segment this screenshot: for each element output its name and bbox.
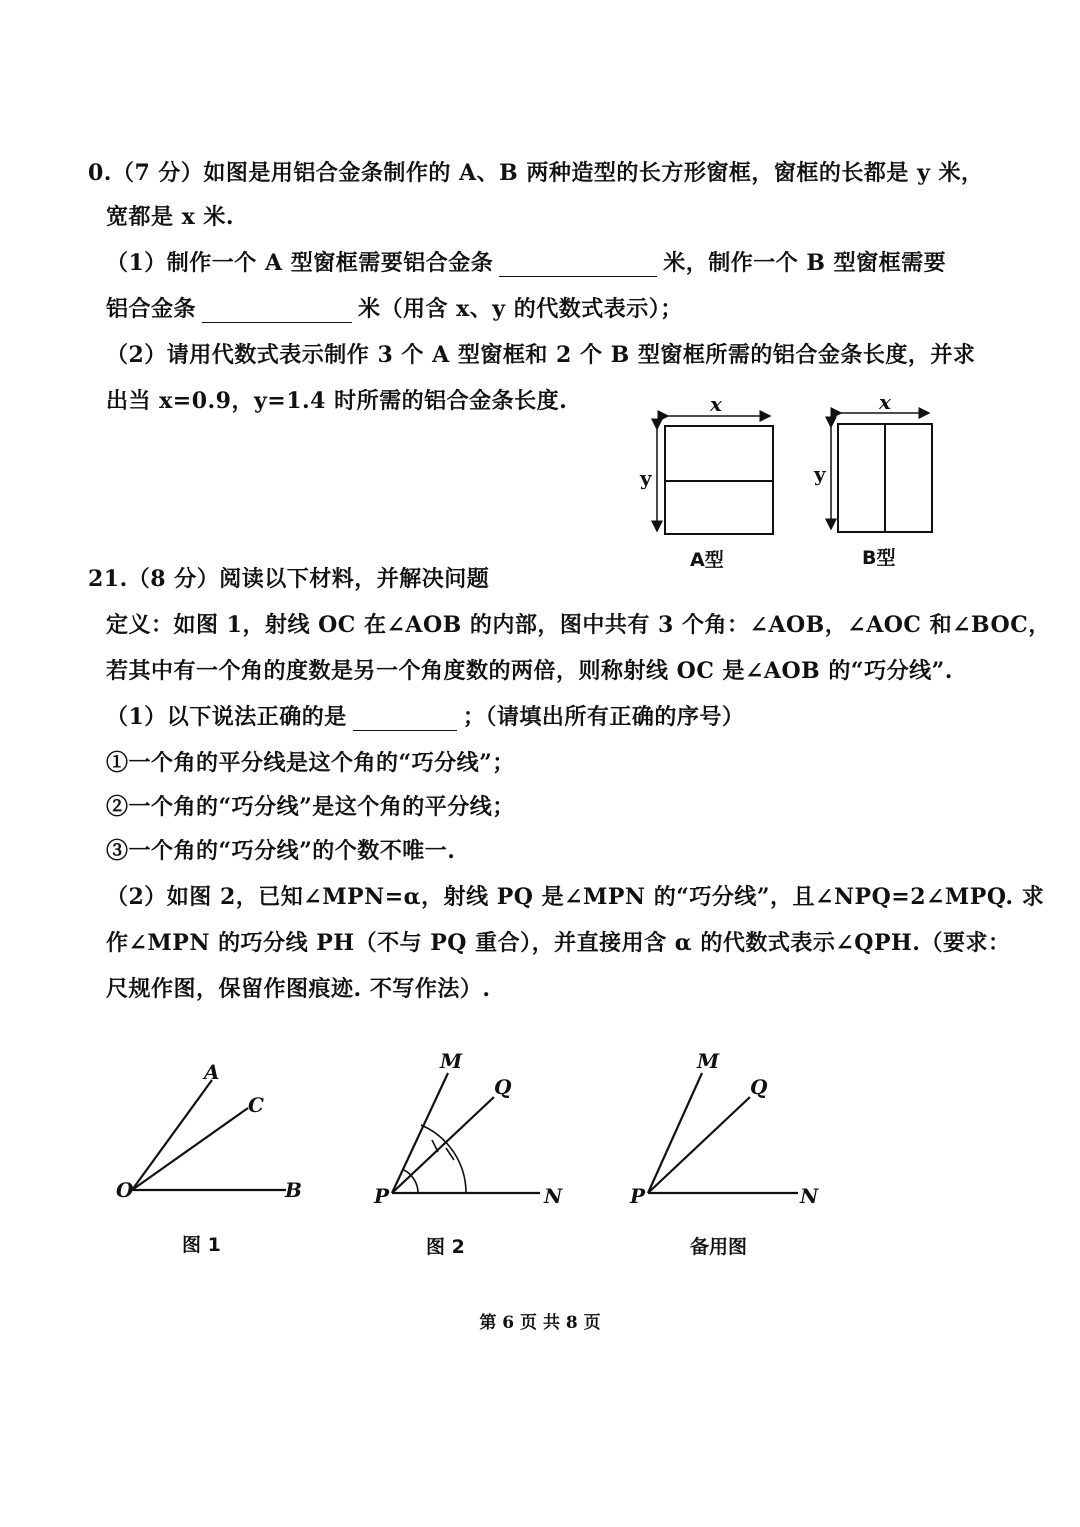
fig2-arc-tick-2 [432, 1140, 438, 1152]
frame-b-y-label: y [814, 462, 826, 486]
answer-blank-c[interactable] [353, 708, 457, 731]
q20-part2-line-1: （2）请用代数式表示制作 3 个 A 型窗框和 2 个 B 型窗框所需的铝合金条长度，并求 [106, 342, 976, 368]
fig1-label-a: A [204, 1060, 220, 1084]
fig2-label-p: P [374, 1184, 390, 1208]
q21-part2-line-1: （2）如图 2，已知∠MPN=α，射线 PQ 是∠MPN 的“巧分线”，且∠NPQ=2∠MPQ. 求 [106, 884, 1045, 910]
q21-part1-text-a: （1）以下说法正确的是 [106, 704, 347, 730]
frame-a-y-label: y [640, 466, 652, 490]
q21-definition-2: 若其中有一个角的度数是另一个角度数的两倍，则称射线 OC 是∠AOB 的“巧分线”. [106, 658, 953, 684]
fig3-label-m: M [697, 1049, 720, 1073]
fig1-caption: 图 1 [182, 1234, 221, 1256]
fig1-label-c: C [248, 1093, 264, 1117]
q21-part1-text-b: ；（请填出所有正确的序号） [462, 704, 745, 730]
fig1-label-o: O [116, 1178, 134, 1202]
q20-line-1: 0.（7 分）如图是用铝合金条制作的 A、B 两种造型的长方形窗框，窗框的长都是 y 米， [88, 160, 984, 186]
q20-part1-text-a: （1）制作一个 A 型窗框需要铝合金条 [106, 250, 494, 276]
frame-b-caption: B型 [862, 547, 896, 569]
fig3-caption: 备用图 [690, 1236, 748, 1258]
fig2-label-n: N [544, 1184, 563, 1208]
fig2-caption: 图 2 [426, 1236, 465, 1258]
fig3-label-p: P [630, 1184, 646, 1208]
fig2-small-arc [404, 1170, 418, 1193]
fig2-ray-pm [392, 1073, 448, 1193]
q21-part1-line [106, 700, 744, 731]
page-footer: 第 6 页 共 8 页 [479, 1313, 601, 1333]
q21-option-1: ①一个角的平分线是这个角的“巧分线”； [106, 750, 515, 776]
fig2-ray-pq [392, 1097, 494, 1193]
fig3-label-q: Q [750, 1075, 768, 1099]
q21-definition-1: 定义：如图 1，射线 OC 在∠AOB 的内部，图中共有 3 个角：∠AOB，∠AOC 和∠BOC， [106, 612, 1051, 638]
q21-title: 21.（8 分）阅读以下材料，并解决问题 [88, 566, 490, 592]
q21-part2-line-2: 作∠MPN 的巧分线 PH（不与 PQ 重合），并直接用含 α 的代数式表示∠QPH.（要求： [106, 930, 1011, 956]
fig3-ray-pq [648, 1097, 750, 1193]
q21-option-2: ②一个角的“巧分线”是这个角的平分线； [106, 794, 515, 820]
frame-a-caption: A型 [690, 549, 724, 571]
q20-part2-line-2: 出当 x=0.9，y=1.4 时所需的铝合金条长度. [106, 388, 568, 414]
fig1-ray-oc [132, 1108, 248, 1190]
q20-line-2: 宽都是 x 米. [106, 204, 235, 230]
fig1-label-b: B [285, 1178, 302, 1202]
fig2-label-q: Q [494, 1075, 512, 1099]
fig3-ray-pm [648, 1073, 702, 1193]
q20-part1-text-b: 米，制作一个 B 型窗框需要 [663, 250, 947, 276]
fig3-label-n: N [800, 1184, 819, 1208]
fig2-label-m: M [440, 1049, 463, 1073]
frame-a-x-label: x [710, 392, 722, 416]
q21-option-3: ③一个角的“巧分线”的个数不唯一. [106, 838, 456, 864]
q20-part1-text-d: 米（用含 x、y 的代数式表示）； [358, 296, 683, 322]
fig1-ray-oa [132, 1080, 212, 1190]
q21-part2-line-3: 尺规作图，保留作图痕迹. 不写作法）. [106, 976, 491, 1002]
frame-b-x-label: x [879, 390, 891, 414]
q20-part1-text-c: 铝合金条 [106, 296, 197, 322]
